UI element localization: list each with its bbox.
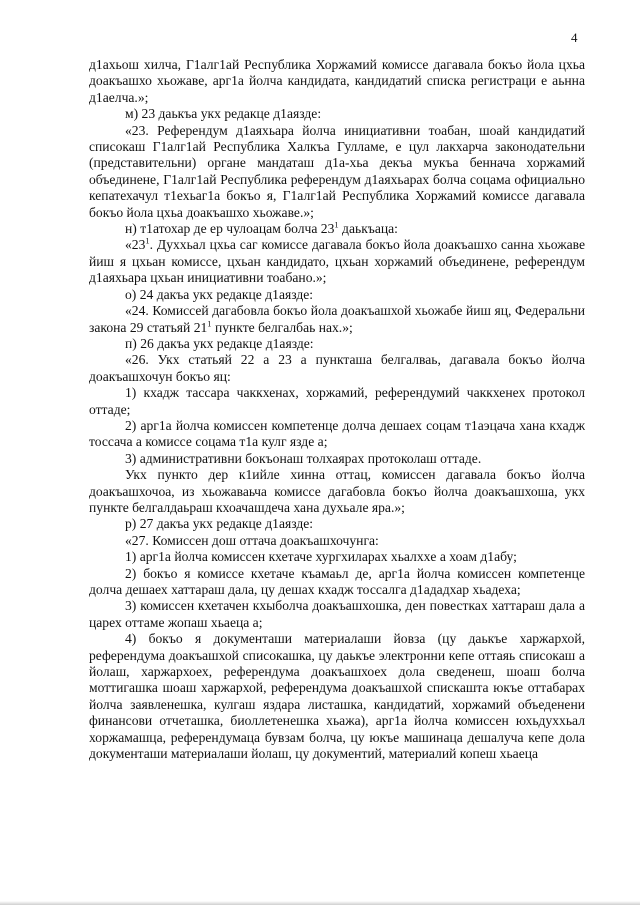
scan-edge: [0, 901, 640, 905]
paragraph: о) 24 дакъа укх редакце д1аязде:: [125, 286, 314, 302]
paragraph: «$23^1$. Духхьал цхьа саг комиссе дагавала бокъо йола доакъашхо санна хьожаве йиш я цхьан комиссе, цхьан кандидато, цхьан хоржамий объединене, референдум д1аяхьара цхьан инициативни тоабано.»;: [89, 235, 585, 286]
paragraph: 2) арг1а йолча комиссен компетенце долча дешаех соцам т1аэцача хана кхадж тоссача а комиссе соцама т1а кулг язде а;: [89, 417, 585, 450]
paragraph: Укх пункто дер к1ийле хинна оттац, комиссен дагавала бокъо йолча доакъашхочоа, из хьожаваьча комиссе дагабовла бокъо йолча доакъашхоша, укх пункте белгалдаьраш кхоачашдеча хана духьале яра.»;: [89, 467, 585, 515]
paragraph: д1ахьош хилча, Г1алг1ай Республика Хоржамий комиссе дагавала бокъо йола цхьа доакъашхо хьожаве, арг1а йолча кандидата, кандидатий списка регистраци е аьнна д1аелча.»;: [89, 57, 585, 105]
paragraph: 1) арг1а йолча комиссен кхетаче хургхиларах хьалхxе а хоам д1абу;: [125, 549, 517, 565]
paragraph: н) т1атохар де ер чулоацам болча $23^1$ даькъаца:: [125, 219, 398, 237]
superscript: 1: [334, 219, 339, 230]
paragraph: 1) кхадж тассара чаккхенах, хоржамий, референдумий чаккхенех протокол оттаде;: [89, 385, 585, 417]
paragraph: м) 23 даькъа укх редакце д1аязде:: [125, 106, 322, 122]
paragraph: 2) бокъо я комиссе кхетаче къамаьл де, арг1а йолча комиссен компетенце долча дешаех хаттараш дала, цу дешах кхадж тоссалга д1ададхар хьадеха;: [89, 565, 585, 597]
paragraph: «26. Укх статьяй 22 а 23 а пункташа белгалваь, дагавала бокъо йолча доакъашхочун бокъо яц:: [89, 352, 585, 384]
paragraph: р) 27 дакъа укх редакце д1аязде:: [125, 516, 314, 532]
page-number: 4: [571, 30, 578, 45]
document-body: [89, 57, 585, 762]
superscript: 1: [207, 317, 212, 328]
paragraph: «23. Референдум д1аяхьара йолча инициативни тоабан, шоай кандидатий списокаш Г1алг1ай Республика Халкъа Гулламе, е цул лакхарча законодательни (представительни) органе мандаташ д1а-хьа декъа мукъа беннача хоржамий объединене, Г1алг1ай Республика референдум д1аяхьарах болча соцама официально кепатехачул т1ехьаг1а бокъо я, Г1алг1ай Республика Хоржамий комиссе дагавала бокъо йола цхьа доакъашхо хьожаве.»;: [89, 122, 585, 220]
paragraph: 4) бокъо я документаши материалаши йовза (цу даькъе харжархой, референдума доакъашхой списокашка, цу даькъе электронни кепе оттаяь списокаш а йолаш, харжархоех, референдума доакъашхоех дола сведенеш, шоаш болча моттигашка шоаш харжархой, референдума доакъашхой спискашта юкъе оттабарах йолча заявленешка, кулгаш яздара листашка, кандидатий, хоржамий объеденени финансови отчеташка, биоллетенешка хьажа), арг1а йолча комиссен юхьдуххьал хоржамашца, референдумаца бувзам болча, цу юкъе машинаца дешалуча кепе дола документаши материалаши йолаш, цу документий, материалий копеш хьаеца: [89, 631, 585, 762]
paragraph: п) 26 дакъа укх редакце д1аязде:: [125, 335, 314, 351]
superscript: 1: [145, 235, 150, 246]
paragraph: «27. Комиссен дош оттача доакъашхочунга:: [125, 532, 379, 548]
paragraph: 3) комиссен кхетачен кхыболча доакъашхошка, ден повестках хаттараш дала а царех оттаме жопаш хьаеца а;: [89, 598, 585, 630]
paragraph: «24. Комиссей дагабовла бокъо йола доакъашхой хьожабе йиш яц, Федеральни закона 29 статьяй $21^1$ пункте белгалбаь нах.»;: [89, 303, 585, 335]
paragraph: 3) административни бокъонаш толхаярах протоколаш оттаде.: [125, 450, 482, 466]
